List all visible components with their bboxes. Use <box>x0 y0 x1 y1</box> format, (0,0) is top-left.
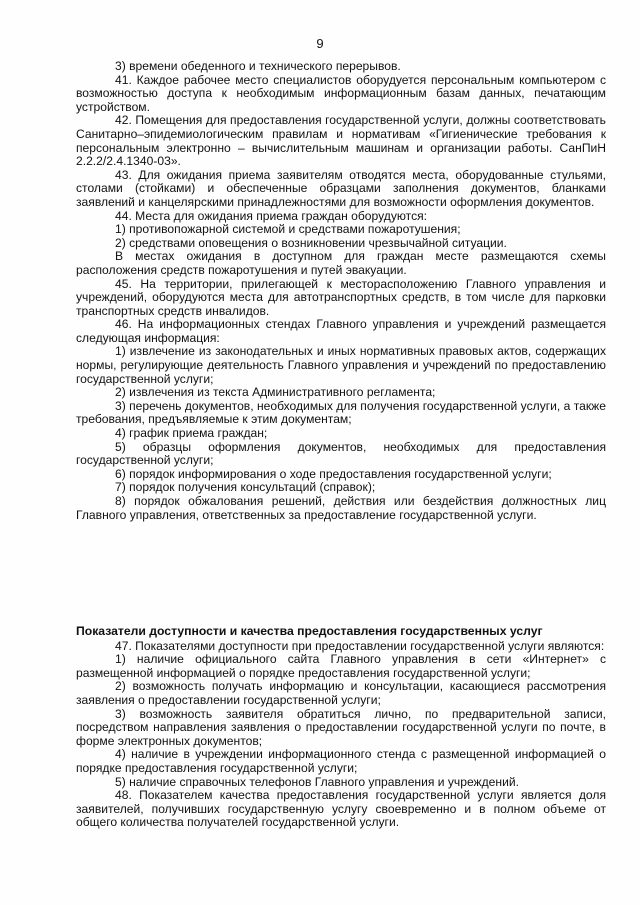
paragraph: 2) возможность получать информацию и консультации, касающиеся рассмотрения заявления о предоставлении государственной услуги; <box>76 679 606 707</box>
paragraph: 3) перечень документов, необходимых для получения государственной услуги, а также требования, предъявляемые к этим документам; <box>76 398 606 427</box>
paragraph: 8) порядок обжалования решений, действия или бездействия должностных лиц Главного управления, ответственных за предоставление государственной услуги. <box>76 494 606 522</box>
paragraph: 41. Каждое рабочее место специалистов оборудуется персональным компьютером с возможностью доступа к необходимым информационным базам данных, печатающим устройством. <box>76 72 606 114</box>
paragraph: 47. Показателями доступности при предоставлении государственной услуги являются: <box>115 638 605 653</box>
paragraph: 1) противопожарной системой и средствами пожаротушения; <box>115 222 461 237</box>
paragraph: 42. Помещения для предоставления государственной услуги, должны соответствовать Санитарно–эпидемиологическим правилам и нормативам «Гигиенические требования к персональным электронно – вычислительным машинам и организации работы. СанПиН 2.2.2/2.4.1340-03». <box>76 113 606 169</box>
paragraph: 43. Для ожидания приема заявителям отводятся места, оборудованные стульями, столами (стойками) и обеспеченные образцами заполнения документов, бланками заявлений и канцелярскими принадлежностями для возможности оформления документов. <box>76 167 606 209</box>
body-text-bottom <box>76 625 606 830</box>
paragraph: 5) образцы оформления документов, необходимых для предоставления государственной услуги; <box>76 439 606 468</box>
paragraph: 7) порядок получения консультаций (справок); <box>115 480 376 495</box>
paragraph: 3) возможность заявителя обратиться лично, по предварительной записи, посредством направления заявления о предоставлении государственной услуги по почте, в форме электронных документов; <box>76 706 606 748</box>
paragraph: 45. На территории, прилегающей к месторасположению Главного управления и учреждений, оборудуются места для автотранспортных средств, в том числе для парковки транспортных средств инвалидов. <box>76 276 606 318</box>
paragraph: 2) извлечения из текста Административного регламента; <box>115 385 436 400</box>
paragraph: 1) извлечение из законодательных и иных нормативных правовых актов, содержащих нормы, регулирующие деятельность Главного управления и учреждений по предоставлению государственной услуги; <box>76 344 606 386</box>
paragraph: 48. Показателем качества предоставления государственной услуги является доля заявителей, получивших государственную услугу своевременно и в полном объеме от общего количества получателей государственной услуги. <box>76 788 606 830</box>
paragraph: 2) средствами оповещения о возникновении чрезвычайной ситуации. <box>115 235 507 250</box>
paragraph: 46. На информационных стендах Главного управления и учреждений размещается следующая информация: <box>76 317 606 345</box>
paragraph: 5) наличие справочных телефонов Главного управления и учреждений. <box>115 774 519 789</box>
paragraph: 44. Места для ожидания приема граждан оборудуются: <box>115 208 428 223</box>
paragraph: 4) наличие в учреждении информационного стенда с размещенной информацией о порядке предоставления государственной услуги; <box>76 747 606 775</box>
paragraph: 4) график приема граждан; <box>115 426 268 441</box>
paragraph: В местах ожидания в доступном для граждан месте размещаются схемы расположения средств пожаротушения и путей эвакуации. <box>76 249 606 277</box>
page-number: 9 <box>316 36 324 51</box>
paragraph: 3) времени обеденного и технического перерывов. <box>115 59 401 73</box>
section-heading: Показатели доступности и качества предоставления государственных услуг <box>76 624 543 638</box>
paragraph: 6) порядок информирования о ходе предоставления государственной услуги; <box>115 466 552 481</box>
body-text-top <box>76 60 606 522</box>
paragraph: 1) наличие официального сайта Главного управления в сети «Интернет» с размещенной информацией о порядке предоставления государственной услуги; <box>76 652 606 680</box>
